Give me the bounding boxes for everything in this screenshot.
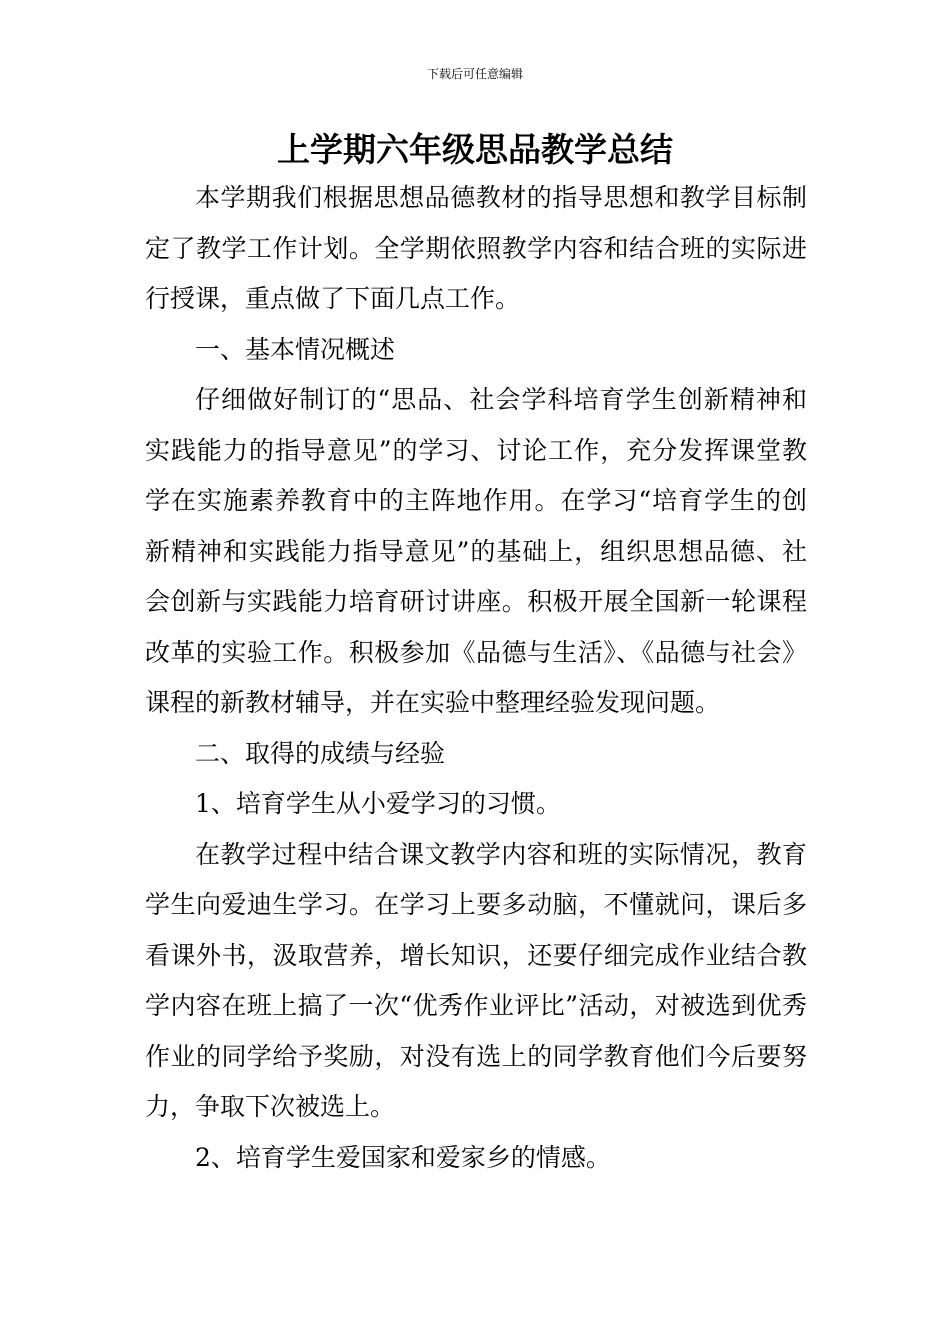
section-heading-achievements: 二、取得的成绩与经验 (195, 738, 446, 768)
paragraph-learning-habits: 在教学过程中结合课文教学内容和班的实际情况，教育学生向爱迪生学习。在学习上要多动脑，不懂就问，课后多看课外书，汲取营养，增长知识，还要仔细完成作业结合教学内容在班上搞了一次“优秀作业评比”活动，对被选到优秀作业的同学给予奖励，对没有选上的同学教育他们今后要努力，争取下次被选上。 (145, 839, 807, 1121)
subheading-patriotism: 2、培育学生爱国家和爱家乡的情感。 (195, 1142, 611, 1172)
paragraph-overview: 仔细做好制订的“思品、社会学科培育学生创新精神和实践能力的指导意见”的学习、讨论工作，充分发挥课堂教学在实施素养教育中的主阵地作用。在学习“培育学生的创新精神和实践能力指导意见”的基础上，组织思想品德、社会创新与实践能力培育研讨讲座。积极开展全国新一轮课程改革的实验工作。积极参加《品德与生活》、《品德与社会》课程的新教材辅导，并在实验中整理经验发现问题。 (145, 385, 807, 717)
document-title: 上学期六年级思品教学总结 (277, 130, 673, 169)
section-heading-overview: 一、基本情况概述 (195, 334, 396, 364)
header-note: 下载后可任意编辑 (426, 67, 523, 81)
subheading-learning-habits: 1、培育学生从小爱学习的习惯。 (195, 789, 561, 818)
document-body (145, 173, 807, 1183)
paragraph-intro: 本学期我们根据思想品德教材的指导思想和教学目标制定了教学工作计划。全学期依照教学内容和结合班的实际进行授课，重点做了下面几点工作。 (145, 183, 807, 313)
